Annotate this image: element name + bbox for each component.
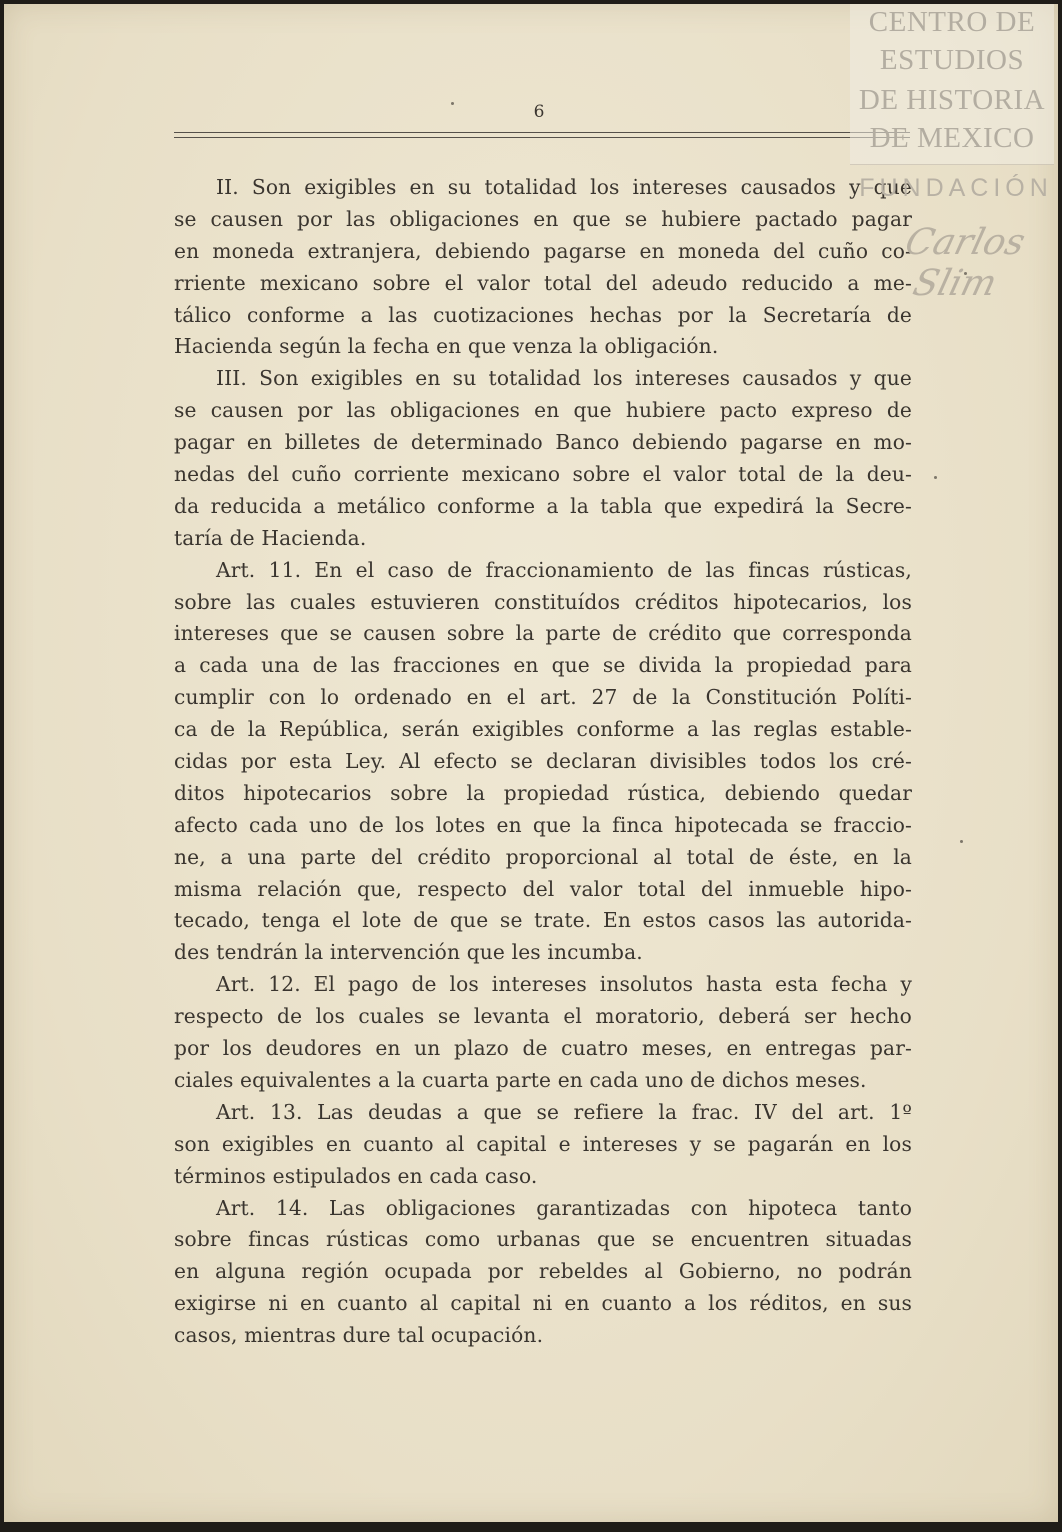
watermark-line: DE HISTORIA	[858, 84, 1046, 116]
text-line: Hacienda según la fecha en que venza la obligación.	[174, 334, 719, 359]
text-line: Art. 12. El pago de los intereses insolutos hasta esta fecha y	[216, 972, 912, 997]
watermark-line: DE MEXICO	[869, 122, 1035, 154]
text-line: se causen por las obligaciones en que hubiere pacto expreso de	[174, 398, 912, 423]
text-line: a cada una de las fracciones en que se divida la propiedad para	[174, 653, 912, 678]
text-line: Art. 11. En el caso de fraccionamiento de las fincas rústicas,	[216, 557, 912, 582]
watermark-line: ESTUDIOS	[879, 44, 1025, 76]
text-line: sobre fincas rústicas como urbanas que se encuentren situadas	[174, 1227, 912, 1252]
text-line: cidas por esta Ley. Al efecto se declaran divisibles todos los cré-	[174, 749, 912, 774]
text-line: da reducida a metálico conforme a la tabla que expedirá la Secre-	[174, 493, 912, 518]
watermark-line: CENTRO DE	[868, 6, 1036, 38]
text-line: afecto cada uno de los lotes en que la finca hipotecada se fraccio-	[174, 812, 912, 837]
text-line: ne, a una parte del crédito proporcional al total de éste, en la	[174, 844, 912, 869]
header-rule-thin	[174, 137, 910, 138]
text-line: ca de la República, serán exigibles conforme a las reglas estable-	[174, 717, 912, 742]
page-number: 6	[533, 102, 545, 122]
text-line: nedas del cuño corriente mexicano sobre el valor total de la deu-	[174, 462, 912, 487]
text-line: ciales equivalentes a la cuarta parte en cada uno de dichos meses.	[174, 1067, 867, 1092]
text-line: II. Son exigibles en su totalidad los intereses causados y que	[216, 175, 912, 199]
speck	[960, 840, 963, 843]
text-line: III. Son exigibles en su totalidad los intereses causados y que	[216, 366, 912, 391]
header-rule-thick	[174, 132, 910, 133]
text-line: sobre las cuales estuvieren constituídos créditos hipotecarios, los	[174, 589, 912, 614]
text-line: en alguna región ocupada por rebeldes al Gobierno, no podrán	[174, 1259, 912, 1284]
text-line: misma relación que, respecto del valor total del inmueble hipo-	[174, 876, 912, 901]
text-line: por los deudores en un plazo de cuatro meses, en entregas par-	[174, 1036, 912, 1061]
text-line: intereses que se causen sobre la parte de crédito que corresponda	[174, 621, 912, 646]
text-line: exigirse ni en cuanto al capital ni en cuanto a los réditos, en sus	[174, 1291, 912, 1316]
text-line: se causen por las obligaciones en que se hubiere pactado pagar	[174, 206, 912, 231]
watermark-signature: Carlos Slim	[901, 222, 1030, 304]
text-line: tálico conforme a las cuotizaciones hechas por la Secretaría de	[174, 302, 912, 327]
text-line: respecto de los cuales se levanta el moratorio, deberá ser hecho	[174, 1004, 912, 1029]
text-line: casos, mientras dure tal ocupación.	[174, 1323, 544, 1348]
text-line: tecado, tenga el lote de que se trate. En estos casos las autorida-	[174, 908, 912, 933]
text-line: ditos hipotecarios sobre la propiedad rústica, debiendo quedar	[174, 780, 912, 805]
text-line: rriente mexicano sobre el valor total del adeudo reducido a me-	[174, 270, 912, 295]
text-line: términos estipulados en cada caso.	[174, 1163, 538, 1188]
text-line: taría de Hacienda.	[174, 525, 367, 550]
body-text	[174, 172, 912, 1352]
text-line: cumplir con lo ordenado en el art. 27 de la Constitución Políti-	[174, 685, 912, 710]
speck	[451, 102, 454, 105]
text-line: son exigibles en cuanto al capital e intereses y se pagarán en los	[174, 1131, 912, 1156]
text-line: des tendrán la intervención que les incumba.	[174, 940, 643, 965]
text-line: Art. 13. Las deudas a que se refiere la frac. IV del art. 1º	[216, 1099, 912, 1124]
archive-watermark	[850, 4, 1054, 304]
text-line: pagar en billetes de determinado Banco debiendo pagarse en mo-	[174, 430, 912, 455]
speck	[934, 476, 937, 479]
text-line: en moneda extranjera, debiendo pagarse en moneda del cuño co-	[174, 238, 912, 263]
text-line: Art. 14. Las obligaciones garantizadas con hipoteca tanto	[216, 1195, 912, 1220]
watermark-foundation: FUNDACIÓN	[859, 174, 1053, 202]
